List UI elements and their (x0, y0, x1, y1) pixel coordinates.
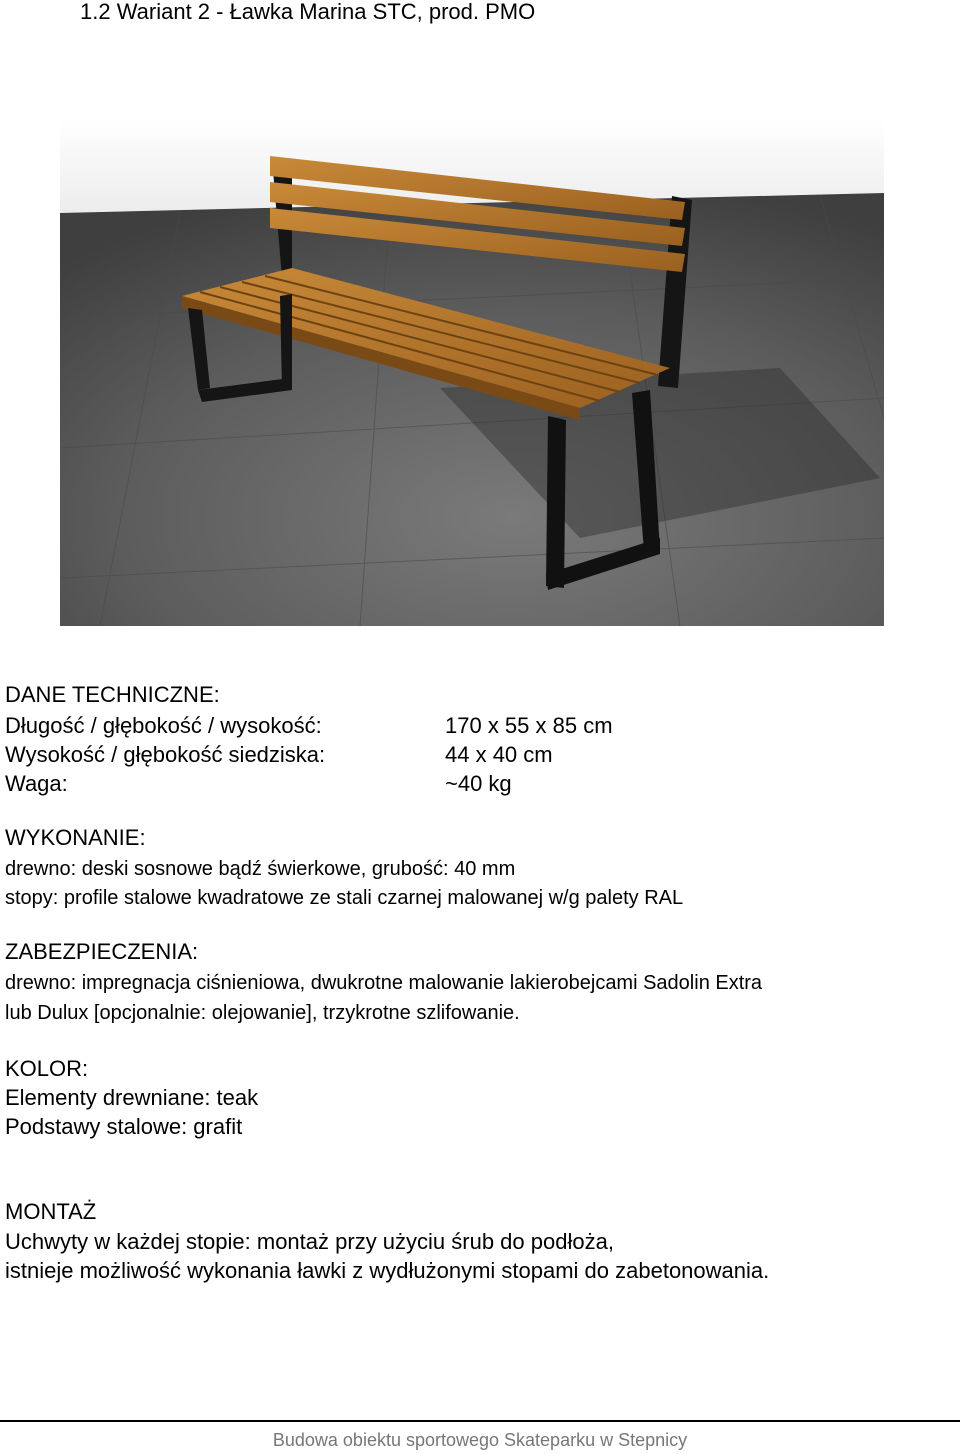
spec-label: Waga: (5, 771, 68, 796)
technical-title: DANE TECHNICZNE: (5, 682, 220, 707)
page-footer: Budowa obiektu sportowego Skateparku w Stepnicy (272, 1430, 688, 1450)
color-line: Elementy drewniane: teak (5, 1085, 259, 1110)
assembly-title: MONTAŻ (5, 1199, 97, 1224)
footer-divider (0, 1420, 960, 1422)
spec-label: Wysokość / głębokość siedziska: (5, 742, 326, 767)
assembly-line: istnieje możliwość wykonania ławki z wydłużonymi stopami do zabetonowania. (5, 1258, 770, 1283)
spec-value: 170 x 55 x 85 cm (445, 713, 613, 738)
section-heading: 1.2 Wariant 2 - Ławka Marina STC, prod. PMO (80, 0, 536, 24)
spec-value: ~40 kg (445, 771, 512, 796)
protection-line: drewno: impregnacja ciśnieniowa, dwukrotne malowanie lakierobejcami Sadolin Extra (5, 972, 763, 994)
bench-image (60, 118, 884, 626)
protection-line: lub Dulux [opcjonalnie: olejowanie], trzykrotne szlifowanie. (5, 1002, 520, 1024)
execution-line: drewno: deski sosnowe bądź świerkowe, grubość: 40 mm (5, 858, 516, 880)
color-title: KOLOR: (5, 1056, 89, 1081)
execution-title: WYKONANIE: (5, 825, 146, 850)
protection-title: ZABEZPIECZENIA: (5, 939, 199, 964)
color-line: Podstawy stalowe: grafit (5, 1114, 243, 1139)
spec-label: Długość / głębokość / wysokość: (5, 713, 322, 738)
assembly-line: Uchwyty w każdej stopie: montaż przy użyciu śrub do podłoża, (5, 1229, 614, 1254)
spec-value: 44 x 40 cm (445, 742, 553, 767)
execution-line: stopy: profile stalowe kwadratowe ze stali czarnej malowanej w/g palety RAL (5, 887, 684, 909)
